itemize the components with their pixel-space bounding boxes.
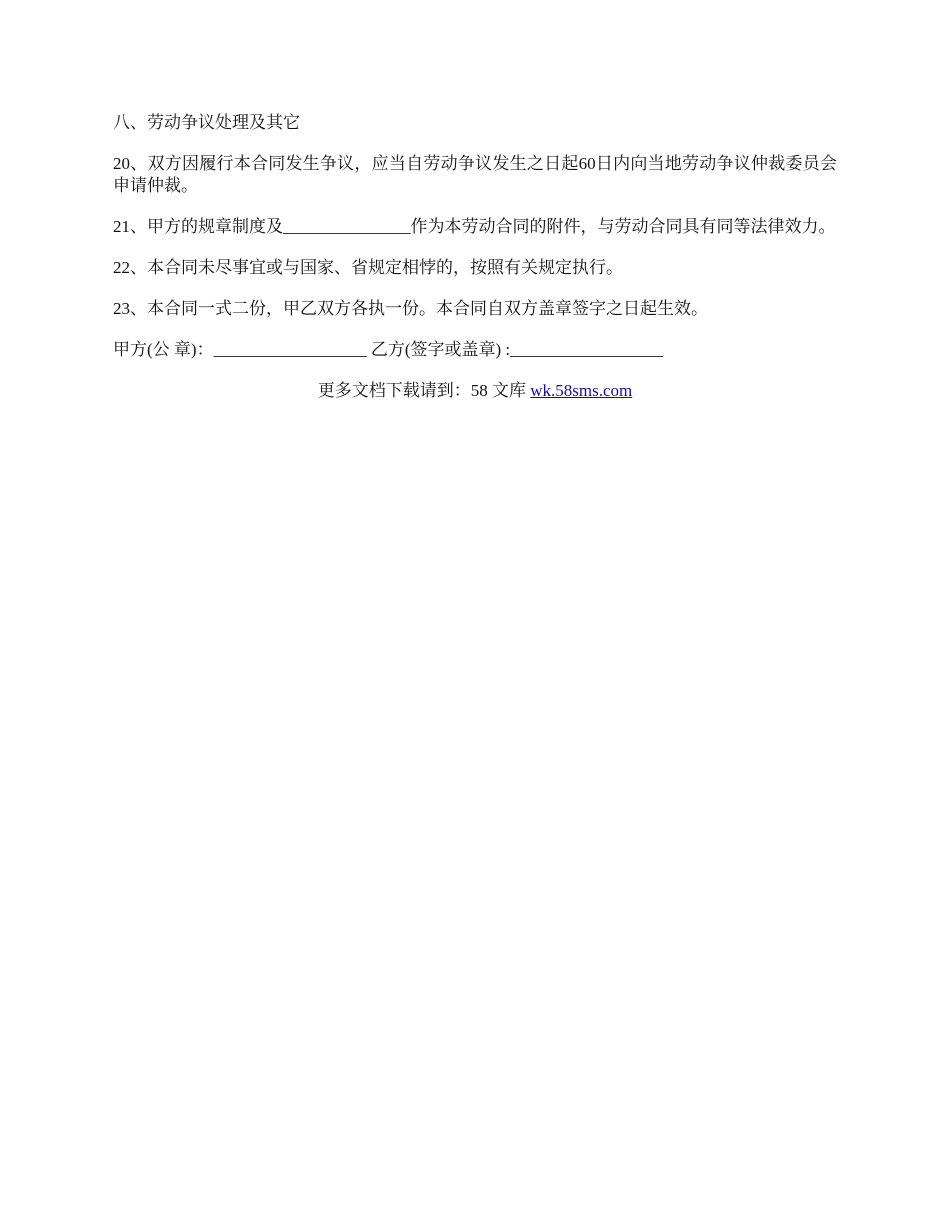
document-body	[113, 112, 837, 402]
signature-line: 甲方(公 章)：__________________ 乙方(签字或盖章) :__________________	[113, 340, 664, 359]
footer-prefix: 更多文档下载请到：58 文库	[317, 381, 531, 400]
section-heading: 八、劳动争议处理及其它	[113, 113, 300, 132]
clause-23: 23、本合同一式二份，甲乙双方各执一份。本合同自双方盖章签字之日起生效。	[113, 299, 708, 318]
footer-note	[113, 380, 837, 402]
clause-21: 21、甲方的规章制度及_______________作为本劳动合同的附件，与劳动合同具有同等法律效力。	[113, 217, 836, 236]
clause-20: 20、双方因履行本合同发生争议，应当自劳动争议发生之日起60日内向当地劳动争议仲裁委员会申请仲裁。	[113, 154, 837, 195]
clause-22: 22、本合同未尽事宜或与国家、省规定相悖的，按照有关规定执行。	[113, 258, 623, 277]
footer-link[interactable]: wk.58sms.com	[530, 381, 633, 400]
